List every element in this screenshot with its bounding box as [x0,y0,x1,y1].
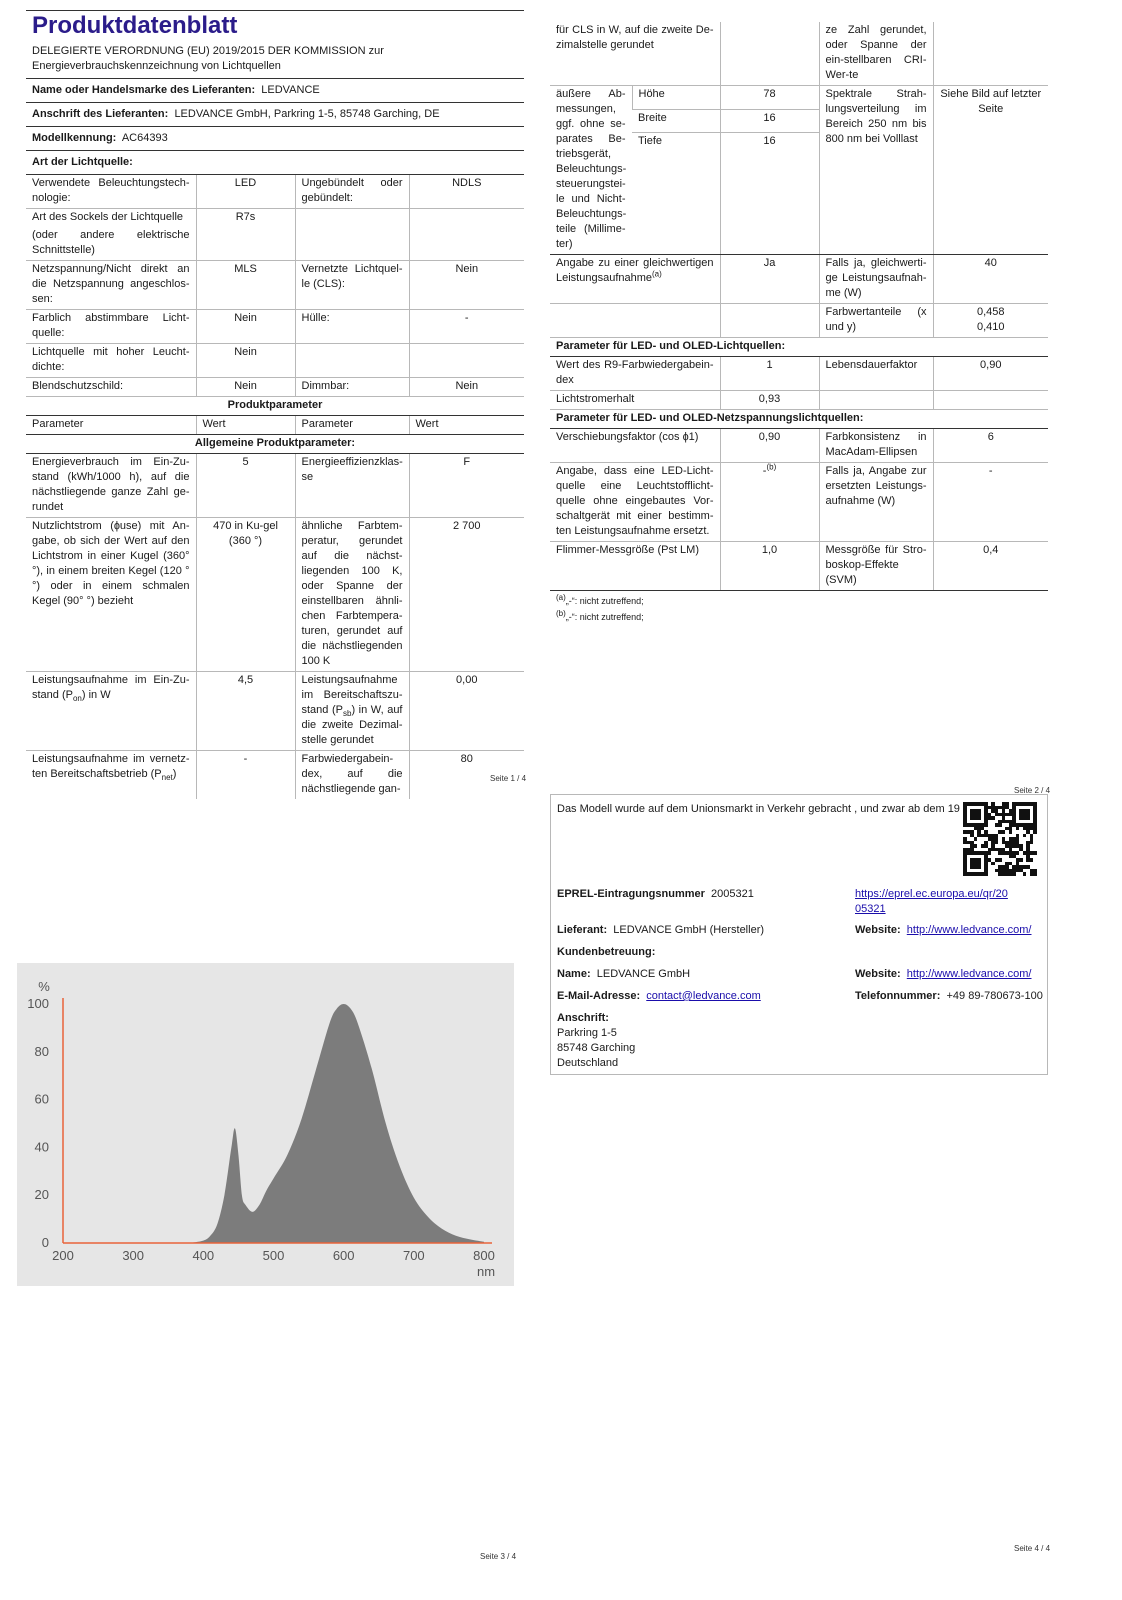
supplier-address-row: Anschrift des Lieferanten: LEDVANCE GmbH, Parkring 1-5, 85748 Garching, DE [26,103,524,127]
x-tick-label: 400 [192,1248,215,1263]
y-tick-label: 20 [34,1187,49,1203]
supplier-row: Lieferant: LEDVANCE GmbH (Hersteller) [557,924,765,936]
page2-table [550,22,1048,591]
model-row: Modellkennung: AC64393 [26,127,524,151]
energy-row: Energieverbrauch im Ein-Zu-stand (kWh/1000 h), auf die nächstliegende ganze Zahl ge-rundet 5 Energieeffizienzklas-se F [26,454,524,518]
x-tick-label: 700 [402,1248,425,1263]
page-number-3: Seite 3 / 4 [480,1552,517,1561]
chroma-row: Farbwertanteile (x und y) 0,458 0,410 [550,304,1048,338]
x-tick-label: 600 [332,1248,355,1263]
socket-row: Art des Sockels der Lichtquelle (oder andere elektrische Schnittstelle) R7s [26,209,524,261]
y-tick-label: 40 [34,1139,49,1155]
product-params-heading: Produktparameter [26,397,524,416]
cosphi-row: Verschiebungsfaktor (cos ɸ1) 0,90 Farbkonsistenz in MacAdam-Ellipsen 6 [550,429,1048,463]
lumen-maint-row: Lichtstromerhalt 0,93 [550,391,1048,410]
page-number-4: Seite 4 / 4 [1014,1544,1051,1553]
glare-row: Blendschutzschild: Nein Dimmbar: Nein [26,378,524,397]
x-tick-label: 300 [122,1248,145,1263]
eprel-row: EPREL-Eintragungsnummer 2005321 [557,888,754,900]
supplier-name-row: Name oder Handelsmarke des Lieferanten: LEDVANCE [26,79,524,103]
pon-row: Leistungsaufnahme im Ein-Zu-stand $(P_{on})$ in W 4,5 Leistungsaufnahme im Bereitschaftszu-stand $(P_{sb})$ in W, auf die zweite Dezimal-stelle gerundet 0,00 [26,672,524,751]
name-row: Name: LEDVANCE GmbH [557,968,691,980]
continued-row: für CLS in W, auf die zweite De-zimalstelle gerundet ze Zahl gerundet, oder Spanne der ein-stellbaren CRI-Wer-te [550,22,1048,86]
page-2 [550,22,1048,627]
tech-row: Verwendete Beleuchtungstech-nologie: LED Ungebündelt oder gebündelt: NDLS [26,175,524,209]
market-text: Das Modell wurde auf dem Unionsmarkt in Verkehr gebracht , und zwar ab dem 19 [557,803,960,815]
width-row: Breite 16 [550,109,1048,133]
page1-table [26,79,527,799]
y-axis-label: % [38,979,50,994]
email-row: E-Mail-Adresse: contact@ledvance.com [557,990,761,1002]
equiv-row: Angabe zu einer gleichwertigen Leistungsaufnahme$^{(a)}$ Ja Falls ja, gleichwerti-ge Leistungsaufnah-me (W) 40 [550,255,1048,304]
x-axis-label: nm [476,1264,496,1279]
spectrum-chart [17,963,514,1286]
footnote-b: $^{(b)}$„-“: nicht zutreffend; [556,609,644,622]
y-tick-label: 0 [41,1235,49,1250]
led-section-heading: Parameter für LED- und OLED-Lichtquellen: [550,338,1048,357]
y-tick-label: 80 [34,1043,49,1059]
customer-heading: Kundenbetreuung: [557,946,656,958]
y-tick-label: 60 [34,1091,49,1107]
email-link[interactable]: contact@ledvance.com [646,990,761,1002]
website2-link[interactable]: http://www.ledvance.com/ [906,968,1032,980]
page-number-1: Seite 1 / 4 [490,774,527,783]
address-block: Anschrift: Parkring 1-5 85748 Garching Deutschland [557,1012,636,1069]
page-1 [26,10,527,799]
footnote-a: $^{(a)}$„-“: nicht zutreffend; [556,593,644,606]
flux-row: Nutzlichtstrom (ɸuse) mit An-gabe, ob sich der Wert auf den Lichtstrom in einer Kugel (360° °), in einem breiten Kegel (120 °°) oder in einem schmalen Kegel (90° °) bezieht 470 in Ku-gel (360 °) ähnliche Farbtem-peratur, gerundet auf die nächst-liegenden 100 K, oder Spanne der einstellbaren ähnli-chen Farbtempera-turen, gerundet auf die nächstliegenden 100 K 2 700 [26,518,524,672]
phone-row: Telefonnummer: +49 89-780673-100 [855,990,1043,1002]
replace-row: Angabe, dass eine LED-Licht-quelle eine Leuchtstofflicht-quelle ohne eingebautes Vor-schaltgerät mit einer bestimm-ten Leistungsaufnahme ersetzt. -$^{(b)}$ Falls ja, Angabe zur ersetzten Leistungs-aufnahme (W) - [550,463,1048,542]
footnotes [550,591,1048,627]
mains-section-heading: Parameter für LED- und OLED-Netzspannungslichtquellen: [550,410,1048,429]
x-tick-label: 200 [52,1248,74,1263]
sheet-title: Produktdatenblatt [32,12,238,39]
depth-row: Tiefe 16 [550,133,1048,255]
pnet-row: Leistungsaufnahme im vernetz-ten Bereitschaftsbetrieb $(P_{net})$ - Farbwiedergabein-dex, auf die nächstliegende gan- 80 [26,751,524,800]
tunable-row: Farblich abstimmbare Licht-quelle: Nein Hülle: - [26,310,524,344]
column-header-row: Parameter Wert Parameter Wert [26,416,524,435]
hld-row: Lichtquelle mit hoher Leucht-dichte: Nein [26,344,524,378]
eprel-link[interactable] [855,887,1035,917]
dims-row: äußere Ab-messungen, ggf. ohne se-parates Be-triebsgerät, Beleuchtungs-steuerungstei-le und Nicht-Beleuchtungs-teile (Millime-ter) Höhe 78 Spektrale Strah-lungsverteilung im Bereich 250 nm bis 800 nm bei Volllast Siehe Bild auf letzter Seite [550,86,1048,110]
x-tick-label: 800 [473,1248,495,1263]
website2-row: Website: http://www.ledvance.com/ [855,968,1032,980]
qr-code-icon [963,802,1037,876]
x-tick-label: 500 [262,1248,285,1263]
website-link[interactable]: http://www.ledvance.com/ [906,924,1032,936]
type-heading: Art der Lichtquelle: [26,151,524,175]
page-number-2: Seite 2 / 4 [1014,786,1051,795]
general-params-heading: Allgemeine Produktparameter: [26,435,524,454]
mains-row: Netzspannung/Nicht direkt an die Netzspannung angeschlos-sen: MLS Vernetzte Lichtquel-le (CLS): Nein [26,261,524,310]
y-tick-label: 100 [27,996,49,1011]
regulation-text: DELEGIERTE VERORDNUNG (EU) 2019/2015 DER KOMMISSION zur Energieverbrauchskennzeichnung von Lichtquellen [26,40,524,79]
page-4-box [550,794,1048,1075]
r9-row: Wert des R9-Farbwiedergabein-dex 1 Lebensdauerfaktor 0,90 [550,357,1048,391]
flicker-row: Flimmer-Messgröße (Pst LM) 1,0 Messgröße für Stro-boskop-Effekte (SVM) 0,4 [550,542,1048,591]
website-row: Website: http://www.ledvance.com/ [855,924,1032,936]
eprel-url-link[interactable]: https://eprel.ec.europa.eu/qr/20 05321 [855,888,1008,915]
spectrum-svg [17,963,514,1286]
